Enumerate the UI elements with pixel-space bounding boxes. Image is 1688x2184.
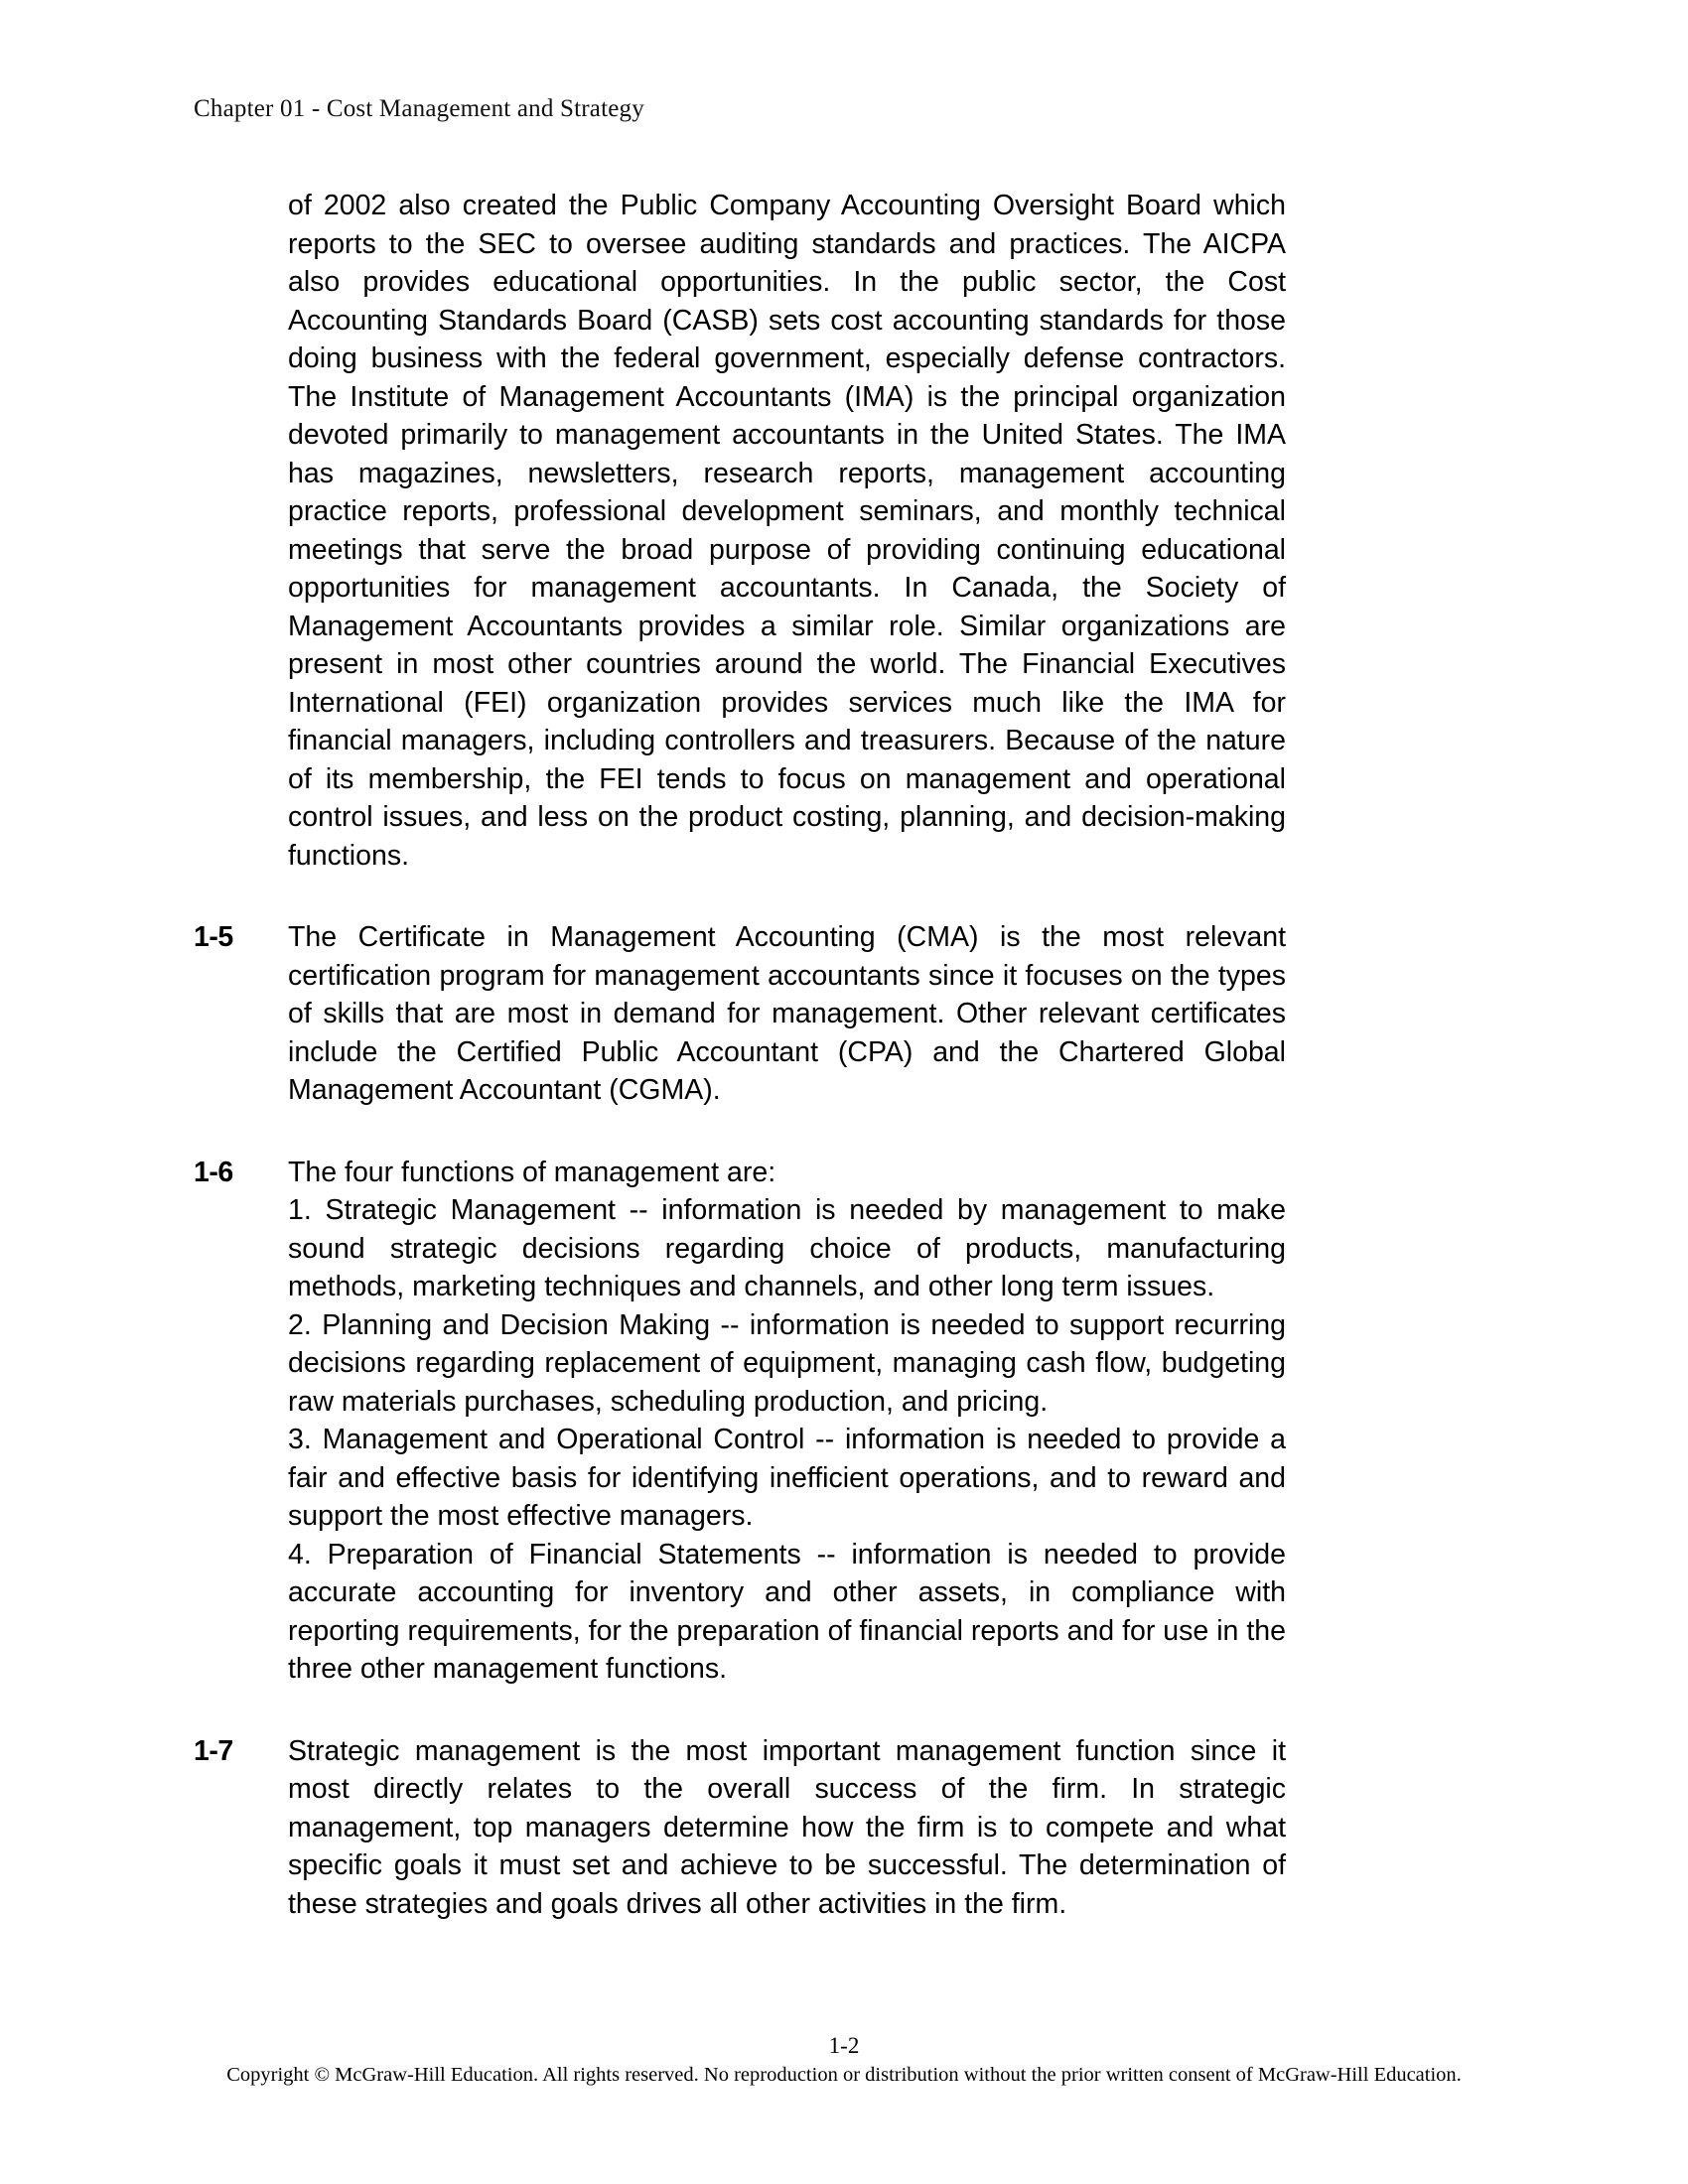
solution-list-item-4: 4. Preparation of Financial Statements -- information is needed to provide accurate accounting for inventory and other assets, in compliance with reporting requirements, for the preparation of financial reports and for use in the three other management functions. [288,1538,1286,1685]
solution-body-1-5 [288,918,1286,1110]
document-body [194,187,1484,1923]
continued-paragraph: of 2002 also created the Public Company Accounting Oversight Board which reports to the SEC to oversee auditing standards and practices. The AICPA also provides educational opportunities. In the public sector, the Cost Accounting Standards Board (CASB) sets cost accounting standards for those doing business with the federal government, especially defense contractors. The Institute of Management Accountants (IMA) is the principal organization devoted primarily to management accountants in the United States. The IMA has magazines, newsletters, research reports, management accounting practice reports, professional development seminars, and monthly technical meetings that serve the broad purpose of providing continuing educational opportunities for management accountants. In Canada, the Society of Management Accountants provides a similar role. Similar organizations are present in most other countries around the world. The Financial Executives International (FEI) organization provides services much like the IMA for financial managers, including controllers and treasurers. Because of the nature of its membership, the FEI tends to focus on management and operational control issues, and less on the product costing, planning, and decision-making functions. [288,190,1286,872]
running-header-chapter-title: Chapter 01 - Cost Management and Strategy [194,95,644,122]
solution-paragraph: Strategic management is the most important management function since it most directly relates to the overall success of the firm. In strategic management, top managers determine how the firm is to compete and what specific goals it must set and achieve to be successful. The determination of these strategies and goals drives all other activities in the firm. [288,1734,1286,1920]
copyright-notice: Copyright © McGraw-Hill Education. All rights reserved. No reproduction or distribution without the prior written consent of McGraw-Hill Education. [226,2064,1462,2086]
solution-list-item-3: 3. Management and Operational Control -- information is needed to provide a fair and effective basis for identifying inefficient operations, and to reward and support the most effective managers. [288,1424,1286,1532]
solution-block-1-7 [194,1732,1286,1924]
solution-body-1-7 [288,1732,1286,1924]
solution-label-1-7: 1-7 [194,1734,233,1767]
solution-label-1-5: 1-5 [194,921,233,953]
solution-list-item-1: 1. Strategic Management -- information is needed by management to make sound strategic decisions regarding choice of products, manufacturing methods, marketing techniques and channels, and other long term issues. [288,1194,1286,1302]
page-footer [0,2031,1688,2089]
page-number: 1-2 [828,2033,860,2058]
solution-label-1-6: 1-6 [194,1156,233,1188]
solution-block-1-6 [194,1154,1286,1689]
solution-block-1-5 [194,918,1286,1110]
solution-intro: The four functions of management are: [288,1156,776,1188]
solution-list-item-2: 2. Planning and Decision Making -- information is needed to support recurring decisions regarding replacement of equipment, managing cash flow, budgeting raw materials purchases, scheduling production, and pricing. [288,1308,1286,1418]
solution-body-1-6 [288,1154,1286,1689]
solution-paragraph: The Certificate in Management Accounting (CMA) is the most relevant certification program for management accountants since it focuses on the types of skills that are most in demand for management. Other relevant certificates include the Certified Public Accountant (CPA) and the Chartered Global Management Accountant (CGMA). [288,921,1286,1106]
